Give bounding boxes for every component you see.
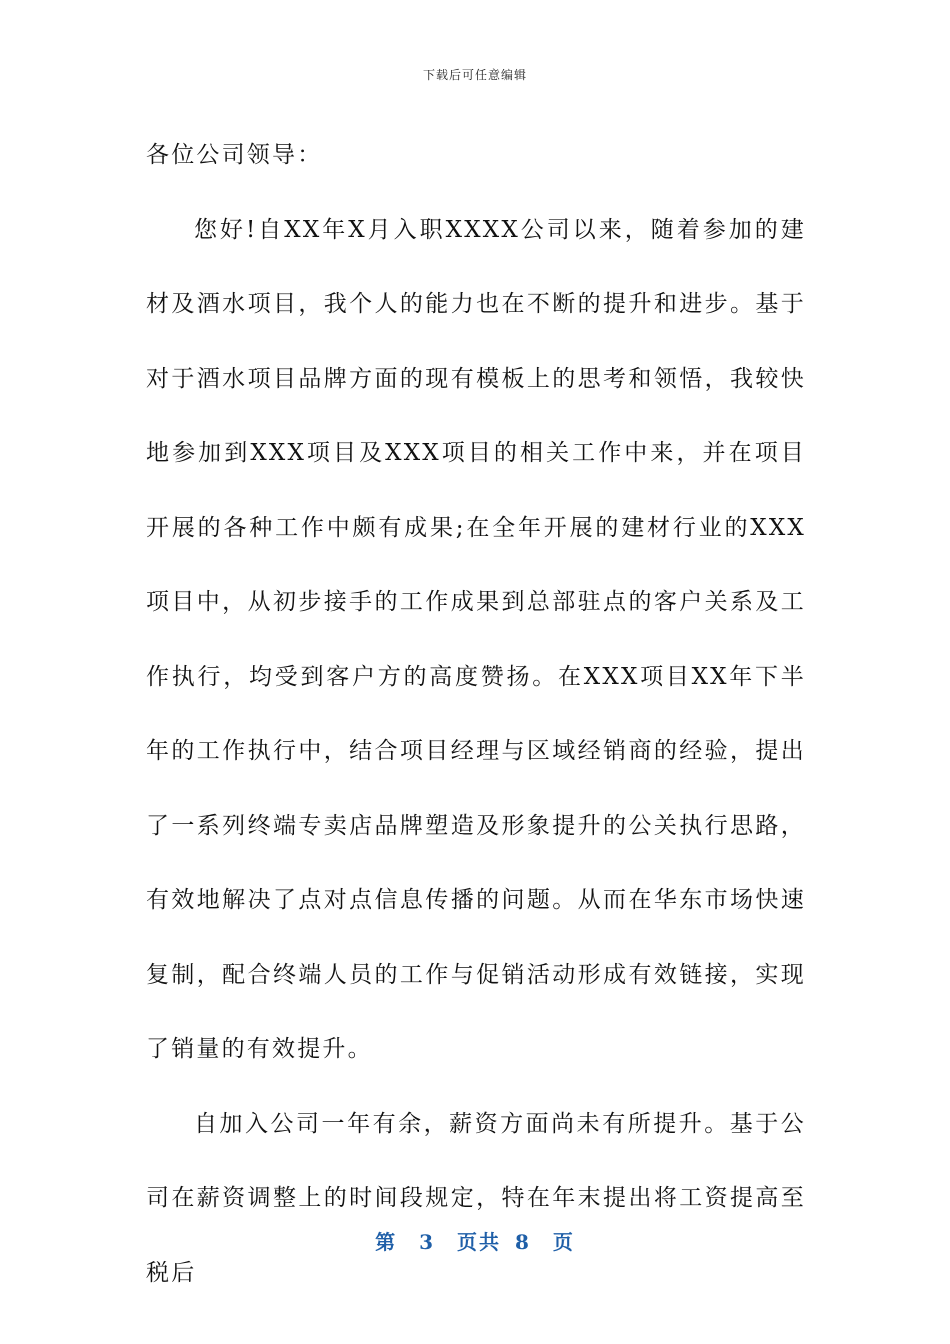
footer-total-pages: 8 <box>515 1230 531 1254</box>
page-header: 下载后可任意编辑 <box>422 68 527 82</box>
page-footer <box>0 1226 950 1255</box>
document-body <box>146 118 806 1310</box>
footer-suffix: 页 <box>552 1230 575 1254</box>
footer-middle: 页共 <box>457 1230 501 1254</box>
footer-prefix: 第 <box>375 1230 398 1254</box>
salutation: 各位公司领导： <box>146 142 323 168</box>
footer-current-page: 3 <box>419 1230 435 1254</box>
paragraph-2: 自加入公司一年有余，薪资方面尚未有所提升。基于公司在薪资调整上的时间段规定，特在年末提出将工资提高至税后 <box>146 1110 806 1286</box>
paragraph-1: 您好!自XX年X月入职XXXX公司以来，随着参加的建材及酒水项目，我个人的能力也在不断的提升和进步。基于对于酒水项目品牌方面的现有模板上的思考和领悟，我较快地参加到XXX项目及XXX项目的相关工作中来，并在项目开展的各种工作中颇有成果;在全年开展的建材行业的XXX项目中，从初步接手的工作成果到总部驻点的客户关系及工作执行，均受到客户方的高度赞扬。在XXX项目XX年下半年的工作执行中，结合项目经理与区域经销商的经验，提出了一系列终端专卖店品牌塑造及形象提升的公关执行思路，有效地解决了点对点信息传播的问题。从而在华东市场快速复制，配合终端人员的工作与促销活动形成有效链接，实现了销量的有效提升。 <box>146 216 806 1062</box>
